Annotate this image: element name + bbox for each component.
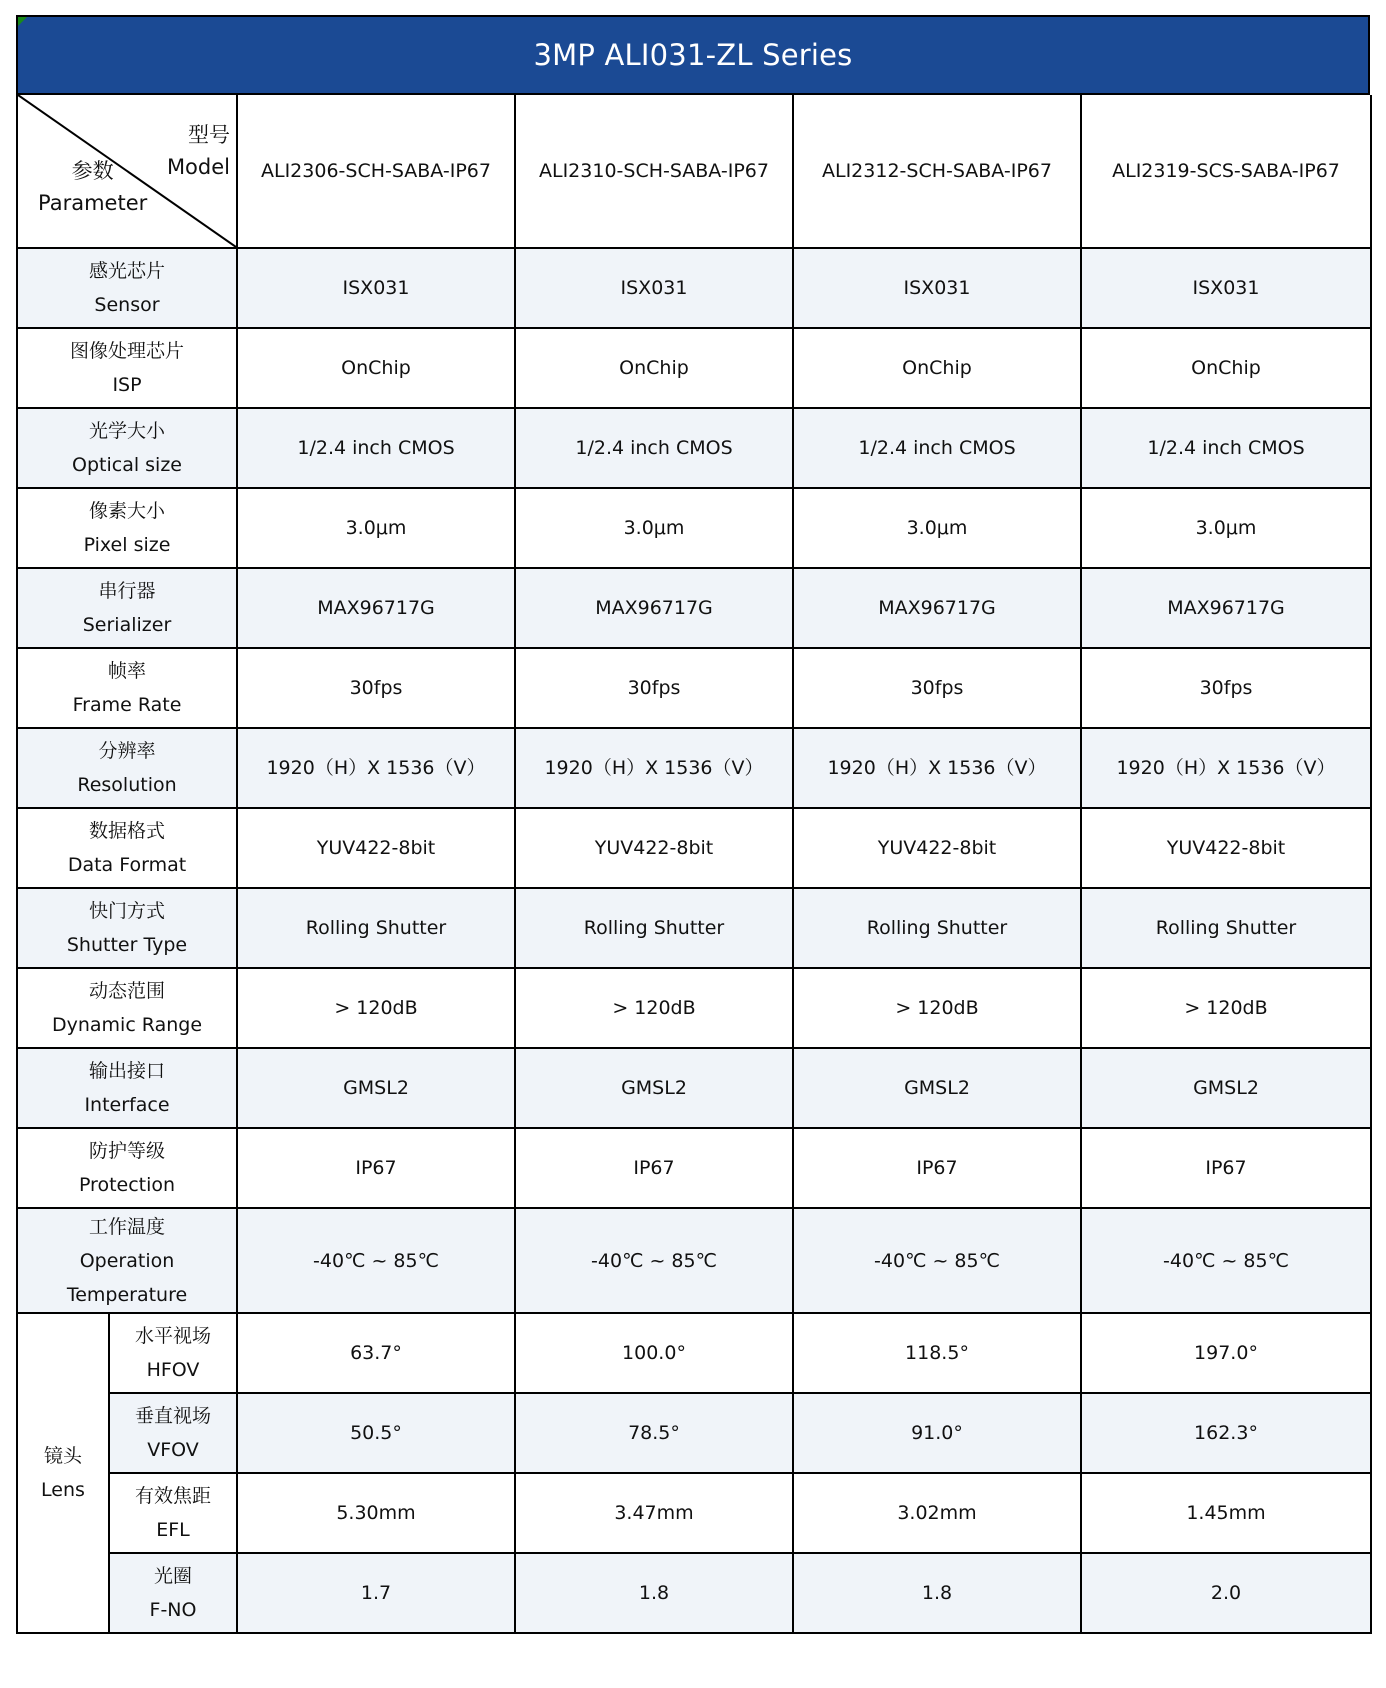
spec-value: -40℃ ~ 85℃	[793, 1208, 1081, 1313]
row-label-text: 动态范围	[88, 980, 165, 1002]
spec-value: YUV422-8bit	[237, 808, 515, 888]
row-label	[17, 968, 237, 1048]
page-title: 3MP ALI031-ZL Series	[533, 38, 853, 72]
diagonal-header-cell	[17, 95, 237, 248]
row-label-text: Shutter Type	[66, 934, 188, 956]
spec-value: 1.8	[793, 1553, 1081, 1633]
row-label-text: Pixel size	[83, 534, 171, 556]
spec-row-hfov	[17, 1313, 1371, 1393]
row-label	[109, 1473, 237, 1553]
row-label-text: HFOV	[146, 1359, 200, 1381]
spec-value: MAX96717G	[1081, 568, 1371, 648]
row-label-text: ISP	[112, 374, 142, 396]
spec-value: 78.5°	[515, 1393, 793, 1473]
parameter-axis-label	[38, 155, 147, 219]
spec-value: 3.0μm	[1081, 488, 1371, 568]
spec-value: 1920（H）X 1536（V）	[793, 728, 1081, 808]
row-label-text: Optical size	[72, 454, 182, 476]
spec-value: 162.3°	[1081, 1393, 1371, 1473]
spec-value: 30fps	[1081, 648, 1371, 728]
row-label-text: 分辨率	[98, 740, 156, 762]
model-header-row	[17, 95, 1371, 248]
row-label-text: Resolution	[77, 774, 177, 796]
spec-value: 2.0	[1081, 1553, 1371, 1633]
spec-row-operation-temperature	[17, 1208, 1371, 1313]
spec-value: 1.7	[237, 1553, 515, 1633]
spec-value: -40℃ ~ 85℃	[515, 1208, 793, 1313]
spec-value: IP67	[1081, 1128, 1371, 1208]
spec-row-vfov	[17, 1393, 1371, 1473]
lens-group-label	[17, 1313, 109, 1633]
spec-row-optical-size	[17, 408, 1371, 488]
spec-value: 197.0°	[1081, 1313, 1371, 1393]
spec-value: ISX031	[793, 248, 1081, 328]
row-label-text: EFL	[156, 1519, 190, 1541]
row-label	[109, 1313, 237, 1393]
spec-value: YUV422-8bit	[793, 808, 1081, 888]
row-label-text: Operation	[79, 1249, 175, 1272]
spec-value: 1.45mm	[1081, 1473, 1371, 1553]
spec-row-efl	[17, 1473, 1371, 1553]
spec-value: 1.8	[515, 1553, 793, 1633]
row-label-text: Serializer	[82, 614, 172, 636]
spec-value: 30fps	[793, 648, 1081, 728]
row-label	[17, 488, 237, 568]
spec-value: 50.5°	[237, 1393, 515, 1473]
spec-value: GMSL2	[515, 1048, 793, 1128]
spec-value: 100.0°	[515, 1313, 793, 1393]
row-label	[109, 1393, 237, 1473]
row-label-text: 有效焦距	[134, 1485, 211, 1507]
row-label-text: Interface	[84, 1094, 170, 1116]
spec-value: MAX96717G	[793, 568, 1081, 648]
spec-value: > 120dB	[1081, 968, 1371, 1048]
row-label-text: Lens	[41, 1479, 85, 1501]
model-name: ALI2306-SCH-SABA-IP67	[237, 95, 515, 248]
spec-value: OnChip	[237, 328, 515, 408]
spec-value: ISX031	[1081, 248, 1371, 328]
row-label-text: Dynamic Range	[51, 1014, 203, 1036]
row-label-text: 型号	[188, 123, 230, 147]
row-label-text: 垂直视场	[134, 1405, 211, 1427]
spec-value: 1920（H）X 1536（V）	[1081, 728, 1371, 808]
spec-value: YUV422-8bit	[515, 808, 793, 888]
spec-sheet	[16, 15, 1370, 1634]
spec-value: 1920（H）X 1536（V）	[515, 728, 793, 808]
row-label-text: F-NO	[149, 1599, 197, 1621]
spec-row-dynamic-range	[17, 968, 1371, 1048]
spec-value: 3.47mm	[515, 1473, 793, 1553]
row-label	[109, 1553, 237, 1633]
row-label-text: Parameter	[38, 191, 148, 215]
row-label-text: Model	[166, 155, 230, 179]
row-label	[17, 648, 237, 728]
spec-value: -40℃ ~ 85℃	[1081, 1208, 1371, 1313]
row-label-text: Data Format	[67, 854, 187, 876]
row-label-text: 像素大小	[88, 500, 165, 522]
row-label-text: VFOV	[147, 1439, 199, 1461]
row-label-text: 串行器	[98, 580, 156, 602]
spec-value: 3.0μm	[793, 488, 1081, 568]
spec-value: > 120dB	[237, 968, 515, 1048]
row-label-text: 镜头	[43, 1445, 82, 1467]
spec-value: ISX031	[515, 248, 793, 328]
row-label-text: 工作温度	[88, 1215, 165, 1238]
row-label-text: 图像处理芯片	[69, 340, 184, 362]
spec-row-isp	[17, 328, 1371, 408]
row-label-text: 输出接口	[88, 1060, 165, 1082]
row-label-text: 防护等级	[88, 1140, 165, 1162]
spec-value: MAX96717G	[515, 568, 793, 648]
spec-value: > 120dB	[515, 968, 793, 1048]
row-label	[17, 728, 237, 808]
model-name: ALI2310-SCH-SABA-IP67	[515, 95, 793, 248]
spec-row-serializer	[17, 568, 1371, 648]
row-label	[17, 1208, 237, 1313]
row-label-text: 光圈	[153, 1565, 192, 1587]
spec-value: IP67	[237, 1128, 515, 1208]
spec-value: 63.7°	[237, 1313, 515, 1393]
spec-value: 3.0μm	[237, 488, 515, 568]
spec-value: 30fps	[237, 648, 515, 728]
spec-value: OnChip	[515, 328, 793, 408]
corner-marker	[18, 17, 27, 26]
spec-value: Rolling Shutter	[237, 888, 515, 968]
row-label	[17, 248, 237, 328]
spec-value: 1/2.4 inch CMOS	[237, 408, 515, 488]
spec-value: 3.0μm	[515, 488, 793, 568]
spec-value: ISX031	[237, 248, 515, 328]
spec-value: 91.0°	[793, 1393, 1081, 1473]
spec-value: 118.5°	[793, 1313, 1081, 1393]
spec-value: 1/2.4 inch CMOS	[515, 408, 793, 488]
row-label-text: 快门方式	[88, 900, 165, 922]
spec-row-pixel-size	[17, 488, 1371, 568]
model-name: ALI2312-SCH-SABA-IP67	[793, 95, 1081, 248]
spec-value: 1920（H）X 1536（V）	[237, 728, 515, 808]
spec-value: 5.30mm	[237, 1473, 515, 1553]
spec-row-resolution	[17, 728, 1371, 808]
row-label-text: 数据格式	[88, 820, 165, 842]
spec-table	[16, 95, 1372, 1634]
row-label	[17, 328, 237, 408]
spec-row-sensor	[17, 248, 1371, 328]
spec-value: IP67	[793, 1128, 1081, 1208]
row-label-text: Protection	[78, 1174, 176, 1196]
row-label-text: Sensor	[94, 294, 160, 316]
model-axis-label	[167, 119, 230, 183]
spec-row-protection	[17, 1128, 1371, 1208]
model-name: ALI2319-SCS-SABA-IP67	[1081, 95, 1371, 248]
spec-row-shutter-type	[17, 888, 1371, 968]
spec-value: GMSL2	[1081, 1048, 1371, 1128]
row-label	[17, 1128, 237, 1208]
spec-row-frame-rate	[17, 648, 1371, 728]
spec-value: 3.02mm	[793, 1473, 1081, 1553]
row-label-text: 帧率	[107, 660, 146, 682]
row-label-text: Temperature	[66, 1283, 188, 1306]
spec-value: MAX96717G	[237, 568, 515, 648]
spec-row-interface	[17, 1048, 1371, 1128]
title-bar	[16, 15, 1370, 95]
row-label-text: 光学大小	[88, 420, 165, 442]
spec-value: GMSL2	[237, 1048, 515, 1128]
row-label-text: 感光芯片	[88, 260, 165, 282]
row-label	[17, 888, 237, 968]
row-label	[17, 408, 237, 488]
spec-value: Rolling Shutter	[793, 888, 1081, 968]
spec-value: Rolling Shutter	[515, 888, 793, 968]
spec-value: 1/2.4 inch CMOS	[1081, 408, 1371, 488]
row-label-text: 水平视场	[134, 1325, 211, 1347]
spec-value: IP67	[515, 1128, 793, 1208]
spec-value: OnChip	[1081, 328, 1371, 408]
spec-row-f-no	[17, 1553, 1371, 1633]
spec-value: 30fps	[515, 648, 793, 728]
spec-value: OnChip	[793, 328, 1081, 408]
spec-value: GMSL2	[793, 1048, 1081, 1128]
row-label-text: 参数	[71, 159, 114, 183]
spec-value: YUV422-8bit	[1081, 808, 1371, 888]
row-label-text: Frame Rate	[72, 694, 182, 716]
spec-row-data-format	[17, 808, 1371, 888]
spec-value: 1/2.4 inch CMOS	[793, 408, 1081, 488]
spec-value: > 120dB	[793, 968, 1081, 1048]
row-label	[17, 1048, 237, 1128]
row-label	[17, 568, 237, 648]
row-label	[17, 808, 237, 888]
spec-value: Rolling Shutter	[1081, 888, 1371, 968]
spec-value: -40℃ ~ 85℃	[237, 1208, 515, 1313]
